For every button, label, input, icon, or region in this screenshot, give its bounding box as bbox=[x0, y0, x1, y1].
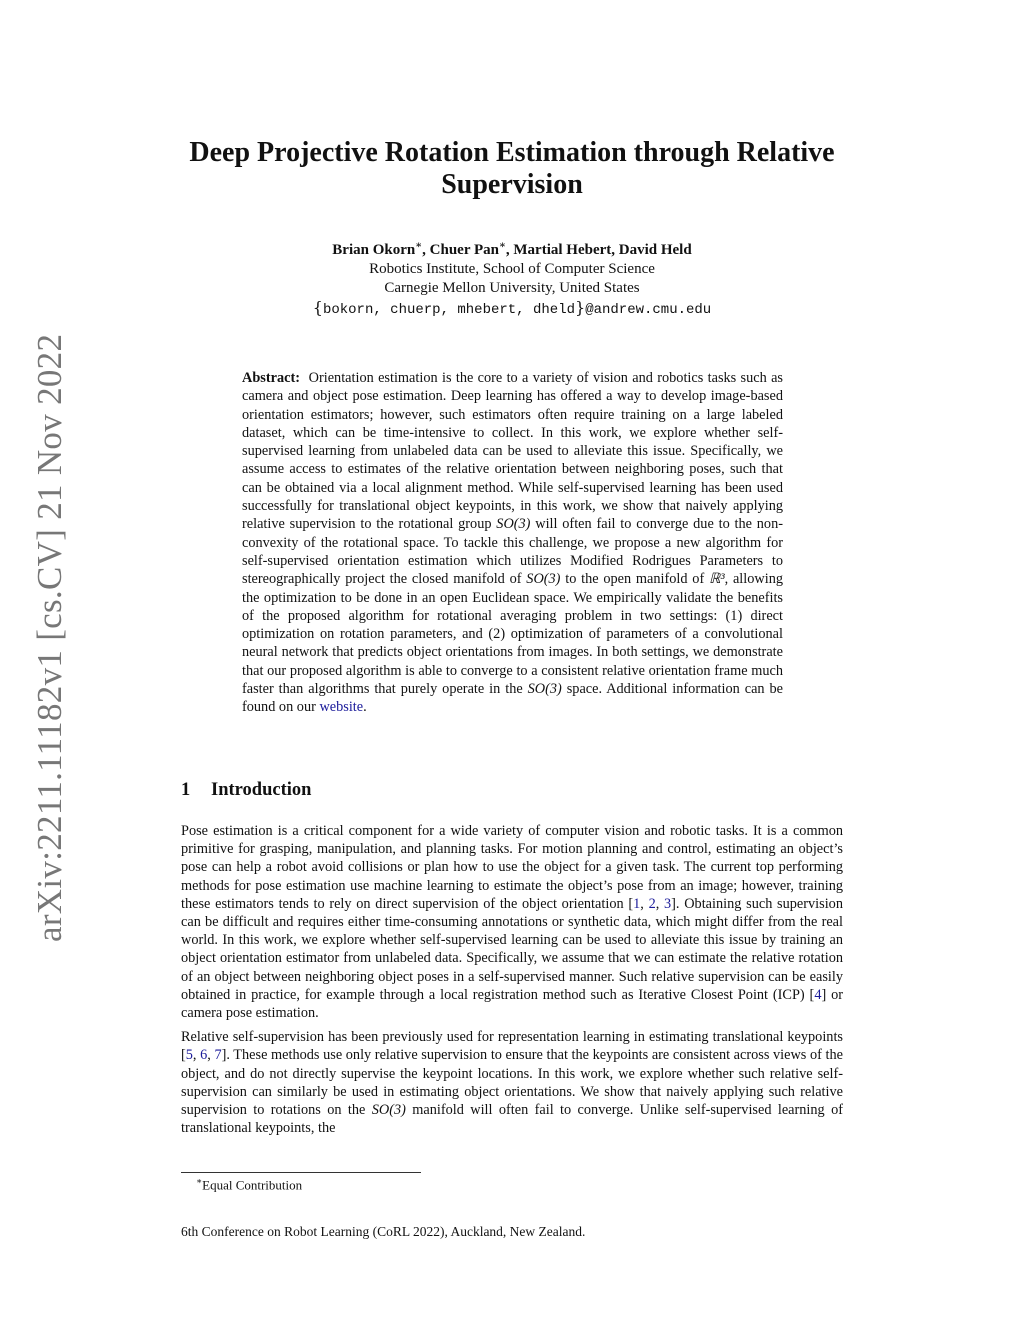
author-emails[interactable] bbox=[150, 298, 874, 320]
citation-link[interactable]: 1 bbox=[633, 895, 641, 912]
author-okorn: Brian Okorn bbox=[332, 242, 416, 258]
affiliation-line-2: Carnegie Mellon University, United States bbox=[384, 280, 640, 296]
citation-link[interactable]: 4 bbox=[814, 986, 822, 1003]
footnote-text: Equal Contribution bbox=[202, 1177, 303, 1193]
section-number: 1 bbox=[181, 780, 191, 800]
author-names: Brian Okorn∗, Chuer Pan∗, Martial Hebert, David Held bbox=[332, 240, 692, 258]
footnote-mark: ∗ bbox=[196, 1176, 203, 1186]
intro-text: ]. Obtaining such supervision can be difficult and requires either time-consuming annotations or synthetic data, which might differ from the real world. In this work, we explore whether self-supervised learning can be used to alleviate this issue by training an object orientation estimator from unlabeled data. Specifically, we assume that we can estimate the relative rotation of an object between neighboring object poses in a self-supervised manner. Such relative supervision can be easily obtained in practice, for example through a local registration method such as Iterative Closest Point (ICP) [ bbox=[181, 895, 843, 1003]
abstract-text-4: , allowing the optimization to be done in an open Euclidean space. We empirically validate the benefits of the proposed algorithm for rotational averaging problem in two settings: (1) direct optimization on rotation parameters, and (2) optimization of parameters of a convolutional neural network that predicts object orientations from images. In both settings, we demonstrate that our proposed algorithm is able to converge to a consistent relative orientation frame much faster than algorithms that purely operate in the bbox=[242, 571, 783, 698]
citation-link[interactable]: 6 bbox=[200, 1047, 208, 1064]
author-pan: Chuer Pan bbox=[429, 242, 499, 258]
introduction-body bbox=[181, 822, 843, 1143]
footnote bbox=[196, 1176, 302, 1193]
title-line-1: Deep Projective Rotation Estimation through Relative bbox=[189, 137, 835, 168]
math-so3: SO(3) bbox=[496, 516, 531, 533]
citation-link[interactable]: 5 bbox=[185, 1047, 193, 1064]
intro-paragraph-2: Relative self-supervision has been previously used for representation learning in estimating translational keypoints [5, 6, 7]. These methods use only relative supervision to ensure that the keypoints are consistent across views of the object, and do not directly supervise the keypoint locations. In this work, we explore whether such relative self-supervision can similarly be used in estimating object orientations. We show that naively applying such relative supervision to rotations on the SO(3) manifold will often fail to converge. Unlike self-supervised learning of translational keypoints, the bbox=[181, 1029, 843, 1137]
email-domain: @andrew.cmu.edu bbox=[585, 302, 712, 318]
abstract-text-2: will often fail to converge due to the non-convexity of the rotational space. To tackle this challenge, we propose a new algorithm for self-supervised orientation estimation which utilizes Modified Rodrigues Parameters to stereographically project the closed manifold of bbox=[242, 516, 783, 588]
author-block bbox=[150, 236, 874, 320]
math-so3: SO(3) bbox=[526, 571, 561, 588]
citation-link[interactable]: 7 bbox=[214, 1047, 222, 1064]
venue-line: 6th Conference on Robot Learning (CoRL 2022), Auckland, New Zealand. bbox=[181, 1224, 586, 1239]
abstract-text-3: to the open manifold of bbox=[560, 571, 709, 588]
math-so3: SO(3) bbox=[371, 1102, 406, 1119]
footnote-divider bbox=[181, 1172, 421, 1173]
paper-title bbox=[150, 137, 874, 201]
author-hebert-held: Martial Hebert, David Held bbox=[513, 242, 692, 258]
equal-contribution-mark: ∗ bbox=[415, 240, 423, 251]
abstract-label: Abstract: bbox=[242, 370, 300, 386]
section-heading-introduction bbox=[181, 780, 311, 801]
section-title: Introduction bbox=[211, 780, 312, 800]
equal-contribution-mark: ∗ bbox=[498, 240, 506, 251]
website-link[interactable]: website bbox=[319, 699, 364, 716]
arxiv-stamp: arXiv:2211.11182v1 [cs.CV] 21 Nov 2022 bbox=[30, 333, 69, 942]
abstract-text-1: Orientation estimation is the core to a variety of vision and robotics tasks such as camera and object pose estimation. Deep learning has offered a way to develop image-based orientation estimators; however, such estimators often require training on a large labeled dataset, which can be time-intensive to collect. In this work, we explore whether self-supervised learning from unlabeled data can be used to alleviate this issue. Specifically, we assume access to estimates of the relative orientation between neighboring poses, such that can be obtained via a local alignment method. While self-supervised learning has been used successfully for translational object keypoints, in this work, we show that naively applying relative supervision to the rotational group bbox=[242, 370, 783, 533]
abstract-text-5: space. Additional information can be found on our bbox=[242, 681, 784, 716]
intro-text: manifold will often fail to converge. Unlike self-supervised learning of translational keypoints, the bbox=[181, 1102, 843, 1137]
email-brace-close: } bbox=[575, 298, 586, 317]
email-names: bokorn, chuerp, mhebert, dheld bbox=[322, 302, 575, 318]
intro-paragraph-1: Pose estimation is a critical component for a wide variety of computer vision and robotic tasks. It is a common primitive for grasping, manipulation, and planning tasks. For motion planning and control, estimating an object’s pose can help a robot avoid collisions or plan how to use the object for a given task. The current top performing methods for pose estimation use machine learning to estimate the object’s pose from an image; however, training these estimators tends to rely on direct supervision of the object orientation [1, 2, 3]. Obtaining such supervision can be difficult and requires either time-consuming annotations or synthetic data, which might differ from the real world. In this work, we explore whether self-supervised learning can be used to alleviate this issue by training an object orientation estimator from unlabeled data. Specifically, we assume that we can estimate the relative rotation of an object between neighboring object poses in a self-supervised manner. Such relative supervision can be easily obtained in practice, for example through a local registration method such as Iterative Closest Point (ICP) [4] or camera pose estimation. bbox=[181, 823, 844, 1022]
email-brace-open: { bbox=[312, 298, 323, 317]
abstract bbox=[242, 369, 783, 717]
intro-text: Pose estimation is a critical component for a wide variety of computer vision and robotic tasks. It is a common primitive for grasping, manipulation, and planning tasks. For motion planning and control, estimating an object’s pose can help a robot avoid collisions or plan how to use the object for a given task. The current top performing methods for pose estimation use machine learning to estimate the object’s pose from an image; however, training these estimators tends to rely on direct supervision of the object orientation [ bbox=[181, 823, 843, 912]
intro-text: ]. These methods use only relative supervision to ensure that the keypoints are consistent across views of the object, and do not directly supervise the keypoint locations. In this work, we explore whether such relative self-supervision can similarly be used in estimating object orientations. We show that naively applying such relative supervision to rotations on the bbox=[181, 1047, 843, 1119]
math-so3: SO(3) bbox=[527, 681, 562, 698]
math-r3: ℝ³ bbox=[709, 571, 725, 588]
abstract-end: . bbox=[363, 699, 367, 716]
citation-link[interactable]: 2 bbox=[648, 895, 656, 912]
affiliation-line-1: Robotics Institute, School of Computer Science bbox=[369, 261, 655, 277]
intro-text: ] or camera pose estimation. bbox=[181, 986, 844, 1022]
intro-text: Relative self-supervision has been previously used for representation learning in estimating translational keypoints [ bbox=[181, 1029, 843, 1064]
title-line-2: Supervision bbox=[441, 169, 583, 200]
citation-link[interactable]: 3 bbox=[664, 895, 672, 912]
